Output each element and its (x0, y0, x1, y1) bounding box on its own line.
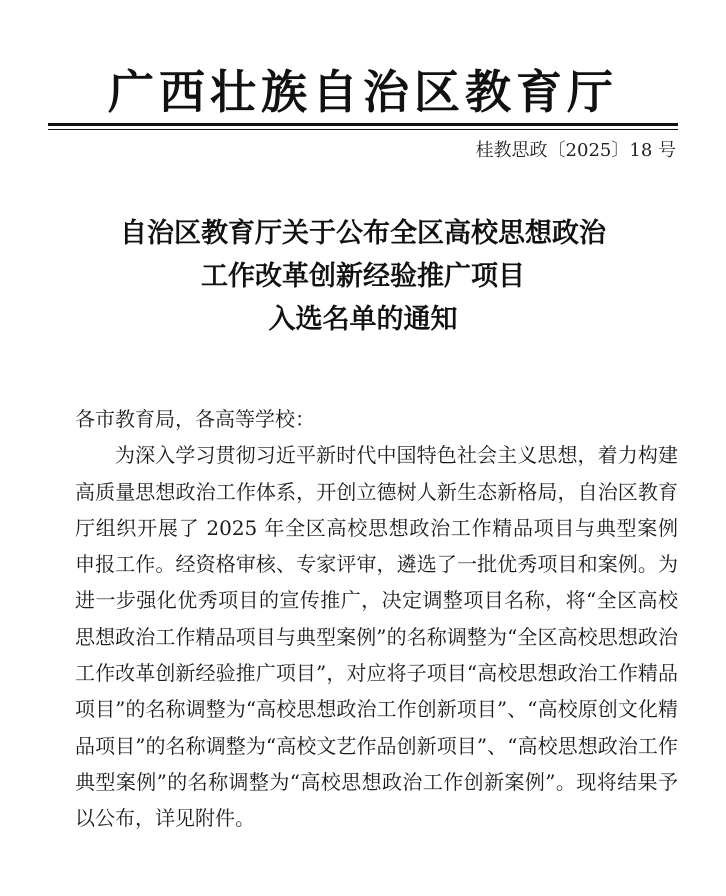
header-divider-thick (48, 123, 678, 126)
document-title-line: 工作改革创新经验推广项目 (201, 261, 525, 292)
salutation: 各市教育局，各高等学校： (75, 407, 315, 431)
document-number: 桂教思政〔2025〕18 号 (475, 140, 676, 161)
header-divider-thin (48, 129, 678, 130)
body-paragraph: 为深入学习贯彻习近平新时代中国特色社会主义思想，着力构建高质量思想政治工作体系，开创立德树人新生态新格局，自治区教育厅组织开展了 2025 年全区高校思想政治工作精品项目与典型案例申报工作。经资格审核、专家评审，遴选了一批优秀项目和案例。为进一步强化优秀项目的宣传推广，决定调整项目名称，将“全区高校思想政治工作精品项目与典型案例”的名称调整为“全区高校思想政治工作改革创新经验推广项目”，对应将子项目“高校思想政治工作精品项目”的名称调整为“高校思想政治工作创新项目”、“高校原创文化精品项目”的名称调整为“高校文艺作品创新项目”、“高校思想政治工作典型案例”的名称调整为“高校思想政治工作创新案例”。现将结果予以公布，详见附件。 (75, 443, 678, 831)
document-title-line: 自治区教育厅关于公布全区高校思想政治 (120, 218, 606, 249)
document-title (0, 212, 726, 341)
document-body (75, 401, 678, 837)
document-title-line: 入选名单的通知 (268, 304, 458, 335)
agency-header-title: 广西壮族自治区教育厅 (108, 65, 618, 119)
